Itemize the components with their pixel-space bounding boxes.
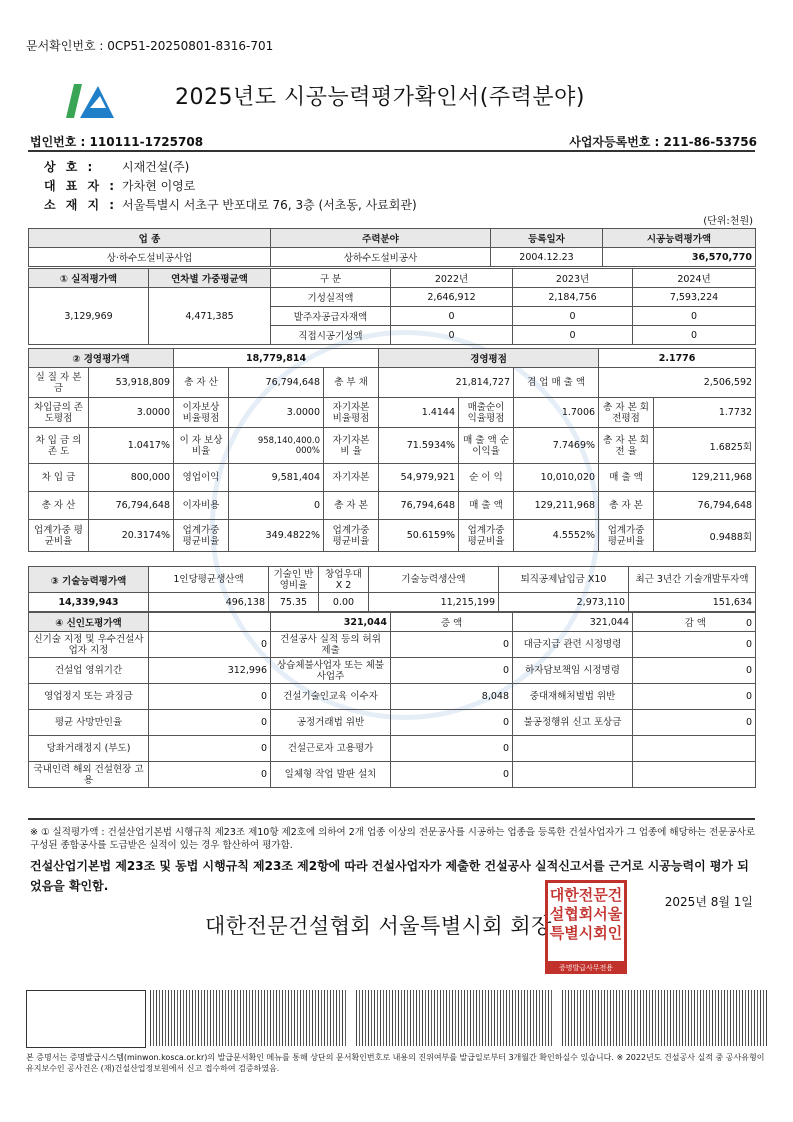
cell: 4.5552%	[514, 520, 599, 552]
cell-label: 매 출 액	[459, 492, 514, 520]
cell	[633, 762, 756, 788]
ceo-name: 가차현 이영로	[122, 179, 196, 193]
cell: 0	[391, 307, 513, 326]
cell: 10,010,020	[514, 464, 599, 492]
cell: 0	[633, 710, 756, 736]
cell-label: 차입금의 존도평점	[29, 398, 89, 428]
cell-label: 상습체불사업자 또는 체불사업주	[271, 658, 391, 684]
summary-table	[28, 228, 756, 267]
cell-label: 일체형 작업 발판 설치	[271, 762, 391, 788]
cell: 1.0417%	[89, 428, 174, 464]
cell: 76,794,648	[654, 492, 756, 520]
increase-label: 증 액	[391, 613, 513, 632]
cell-label: 순 이 익	[459, 464, 514, 492]
cell: 312,996	[149, 658, 271, 684]
tech-header: 최근 3년간 기술개발투자액	[629, 567, 756, 593]
cell: 71.5934%	[379, 428, 459, 464]
cell: 151,634	[629, 593, 756, 612]
document-number: 문서확인번호 : 0CP51-20250801-8316-701	[26, 39, 274, 53]
address-label: 소 재 지 :	[44, 198, 118, 212]
year-header: 2022년	[391, 269, 513, 288]
cell: 9,581,404	[229, 464, 324, 492]
cell-label: 업계가중 평균비율	[324, 520, 379, 552]
cell-label: 총 자 산	[29, 492, 89, 520]
cell: 75.35	[269, 593, 319, 612]
footer-notice: 본 증명서는 증명발급시스템(minwon.kosca.or.kr)의 발급문서확인 메뉴를 통해 상단의 문서확인번호로 내용의 진위여부를 발급일로부터 3개월간 확인하실수 있습니다. ※ 2022년도 건설공사 실적 중 공사유형이 유지보수인 공사건은 (재)건설산업정보원에서 신고 접수하여 검증하였음.	[26, 1053, 765, 1073]
cell-label: 매 출 액 순이익율	[459, 428, 514, 464]
cell-label: 겸 업 매 출 액	[514, 368, 599, 398]
weighted-average-label: 연차별 가중평균액	[149, 269, 271, 288]
row-label: 직접시공기성액	[271, 326, 391, 345]
management-value: 18,779,814	[174, 349, 379, 368]
cell: 7,593,224	[633, 288, 756, 307]
cell-label	[513, 762, 633, 788]
summary-header: 시공능력평가액	[603, 229, 756, 248]
row-label: 기성실적액	[271, 288, 391, 307]
cell-label: 공정거래법 위반	[271, 710, 391, 736]
tech-header: 창업우대 X 2	[319, 567, 369, 593]
cell: 349.4822%	[229, 520, 324, 552]
cell: 1.6825회	[654, 428, 756, 464]
cell-label: 국내인력 해외 건설현장 고용	[29, 762, 149, 788]
cell-label: 총 자 본 회전평점	[599, 398, 654, 428]
cell: 2,184,756	[513, 288, 633, 307]
decrease-label: 감 액	[684, 618, 706, 629]
cell: 0	[149, 736, 271, 762]
increase-value: 321,044	[513, 613, 633, 632]
decrease-value: 0	[745, 618, 752, 629]
cell: 129,211,968	[654, 464, 756, 492]
barcode-image	[150, 990, 346, 1046]
cell: 76,794,648	[229, 368, 324, 398]
corporate-number: 법인번호 : 110111-1725708	[30, 135, 204, 149]
cell: 1.7006	[514, 398, 599, 428]
cell-label: 이 자 보상비율	[174, 428, 229, 464]
cell: 50.6159%	[379, 520, 459, 552]
cell-label: 대금지급 관련 시정명령	[513, 632, 633, 658]
cell-label: 신기술 지정 및 우수건설사업자 지정	[29, 632, 149, 658]
cell-label: 당좌거래정지 (부도)	[29, 736, 149, 762]
cell: 20.3174%	[89, 520, 174, 552]
year-header: 2023년	[513, 269, 633, 288]
ceo-row	[44, 177, 195, 194]
cell: 21,814,727	[379, 368, 514, 398]
cell-label: 건설기술인교육 이수자	[271, 684, 391, 710]
cell-label: 총 부 채	[324, 368, 379, 398]
cell-label: 매출순이 익율평점	[459, 398, 514, 428]
cell: 0	[149, 762, 271, 788]
summary-header: 주력분야	[271, 229, 491, 248]
business-type: 상·하수도설비공사업	[29, 248, 271, 267]
tech-header: 1인당평균생산액	[149, 567, 269, 593]
qr-box	[26, 990, 146, 1048]
cell-label: 업계가중 평균비율	[599, 520, 654, 552]
cell-label: 영업이익	[174, 464, 229, 492]
credit-table	[28, 612, 756, 788]
cell: 3.0000	[89, 398, 174, 428]
cell-label: 업계가중 평균비율	[29, 520, 89, 552]
tech-header: 퇴직공제납입금 X10	[499, 567, 629, 593]
summary-header: 등록일자	[491, 229, 603, 248]
performance-value: 3,129,969	[29, 288, 149, 345]
cell	[149, 613, 271, 632]
performance-table	[28, 268, 756, 345]
cell: 2,973,110	[499, 593, 629, 612]
seal-caption: 증명발급사무전용	[545, 963, 627, 974]
cell-label: 중대재해처벌법 위반	[513, 684, 633, 710]
cell-label: 하자담보책임 시정명령	[513, 658, 633, 684]
official-seal: 대한전문건 설협회서울 특별시회인	[545, 880, 627, 964]
cell: 0	[391, 326, 513, 345]
cell: 0	[633, 658, 756, 684]
cell: 53,918,809	[89, 368, 174, 398]
cell-label: 실 질 자 본 금	[29, 368, 89, 398]
cell: 0	[633, 307, 756, 326]
cell: 129,211,968	[514, 492, 599, 520]
cell: 7.7469%	[514, 428, 599, 464]
cell: 0	[633, 684, 756, 710]
cell: 0.00	[319, 593, 369, 612]
cell-label: 업계가중 평균비율	[174, 520, 229, 552]
credit-value: 321,044	[271, 613, 391, 632]
cell-label: 차 입 금 의 존 도	[29, 428, 89, 464]
cell-label	[513, 736, 633, 762]
cell: 0	[391, 658, 513, 684]
cell: 958,140,400.0 000%	[229, 428, 324, 464]
cell-label: 총 자 산	[174, 368, 229, 398]
cell: 0	[513, 307, 633, 326]
barcode-image	[356, 990, 552, 1046]
cell: 2,646,912	[391, 288, 513, 307]
cell-label: 이자보상 비율평점	[174, 398, 229, 428]
registration-date: 2004.12.23	[491, 248, 603, 267]
cell: 0	[391, 632, 513, 658]
cell-label: 건설공사 실적 등의 허위 제출	[271, 632, 391, 658]
row-label: 발주자공급자재액	[271, 307, 391, 326]
tech-header: 기술능력생산액	[369, 567, 499, 593]
tech-value: 14,339,943	[29, 593, 149, 612]
construction-capability-amount: 36,570,770	[603, 248, 756, 267]
cell: 0	[149, 632, 271, 658]
cell-label: 자기자본 비율평점	[324, 398, 379, 428]
cell: 76,794,648	[379, 492, 459, 520]
tech-table	[28, 566, 756, 612]
divider	[28, 150, 755, 152]
cell: 0	[391, 710, 513, 736]
cell-label: 총 자 본 회 전 율	[599, 428, 654, 464]
year-header: 2024년	[633, 269, 756, 288]
category-header: 구 분	[271, 269, 391, 288]
management-table	[28, 348, 756, 552]
cell: 0	[391, 762, 513, 788]
company-name: 시재건설(주)	[122, 160, 190, 174]
cell-label: 불공정행위 신고 포상금	[513, 710, 633, 736]
cell-label: 자기자본	[324, 464, 379, 492]
cell: 496,138	[149, 593, 269, 612]
cell: 0	[149, 684, 271, 710]
main-field: 상하수도설비공사	[271, 248, 491, 267]
cell-label: 매 출 액	[599, 464, 654, 492]
cell: 1.7732	[654, 398, 756, 428]
cell: 8,048	[391, 684, 513, 710]
cell: 0.9488회	[654, 520, 756, 552]
cell-label: 건설업 영위기간	[29, 658, 149, 684]
document-title: 2025년도 시공능력평가확인서(주력분야)	[175, 85, 585, 110]
cell: 800,000	[89, 464, 174, 492]
kosca-logo-icon	[60, 78, 116, 122]
cell-label: 총 자 본	[599, 492, 654, 520]
tech-label: ③ 기술능력평가액	[29, 567, 149, 593]
cell	[633, 736, 756, 762]
cell: 3.0000	[229, 398, 324, 428]
performance-note: ※ ① 실적평가액 : 건설산업기본법 시행규칙 제23조 제10항 제2호에 의하여 2개 업종 이상의 전문공사를 시공하는 업종을 등록한 건설사업자가 그 업종에 해당하는 전문공사로 구성된 종합공사를 도급받은 실적이 있는 경우 합산하여 평가함.	[30, 827, 756, 851]
business-number: 사업자등록번호 : 211-86-53756	[569, 135, 757, 149]
cell: 0	[229, 492, 324, 520]
cell: 2,506,592	[599, 368, 756, 398]
address-row	[44, 196, 417, 213]
decrease-cell	[633, 613, 756, 632]
performance-label: ① 실적평가액	[29, 269, 149, 288]
cell: 0	[391, 736, 513, 762]
unit-label: (단위:천원)	[703, 216, 753, 227]
cell-label: 업계가중 평균비율	[459, 520, 514, 552]
cell-label: 건설근로자 고용평가	[271, 736, 391, 762]
cell: 0	[633, 326, 756, 345]
cell-label: 자기자본 비 율	[324, 428, 379, 464]
management-label: ② 경영평가액	[29, 349, 174, 368]
divider	[28, 818, 755, 820]
cell-label: 영업정지 또는 과징금	[29, 684, 149, 710]
cell: 0	[149, 710, 271, 736]
issuer-name: 대한전문건설협회 서울특별시회 회장	[205, 914, 552, 938]
confirmation-statement: 건설산업기본법 제23조 및 동법 시행규칙 제23조 제2항에 따라 건설사업자가 제출한 건설공사 실적신고서를 근거로 시공능력이 평가 되었음을 확인함.	[30, 859, 749, 893]
cell: 0	[513, 326, 633, 345]
cell: 54,979,921	[379, 464, 459, 492]
cell: 0	[633, 632, 756, 658]
cell: 76,794,648	[89, 492, 174, 520]
summary-header: 업 종	[29, 229, 271, 248]
weighted-average-value: 4,471,385	[149, 288, 271, 345]
cell: 1.4144	[379, 398, 459, 428]
issue-date: 2025년 8월 1일	[664, 895, 753, 909]
management-score: 2.1776	[599, 349, 756, 368]
company-address: 서울특별시 서초구 반포대로 76, 3층 (서초동, 사료회관)	[122, 198, 417, 212]
company-name-row	[44, 158, 189, 175]
cell: 11,215,199	[369, 593, 499, 612]
barcode-image	[562, 990, 767, 1046]
cell-label: 차 입 금	[29, 464, 89, 492]
cell-label: 이자비용	[174, 492, 229, 520]
credit-label: ④ 신인도평가액	[29, 613, 149, 632]
cell-label: 총 자 본	[324, 492, 379, 520]
ceo-label: 대 표 자 :	[44, 179, 118, 193]
tech-header: 기술인 반영비율	[269, 567, 319, 593]
cell-label: 평균 사망만인율	[29, 710, 149, 736]
management-score-label: 경영평점	[379, 349, 599, 368]
company-name-label: 상 호 :	[44, 160, 96, 174]
